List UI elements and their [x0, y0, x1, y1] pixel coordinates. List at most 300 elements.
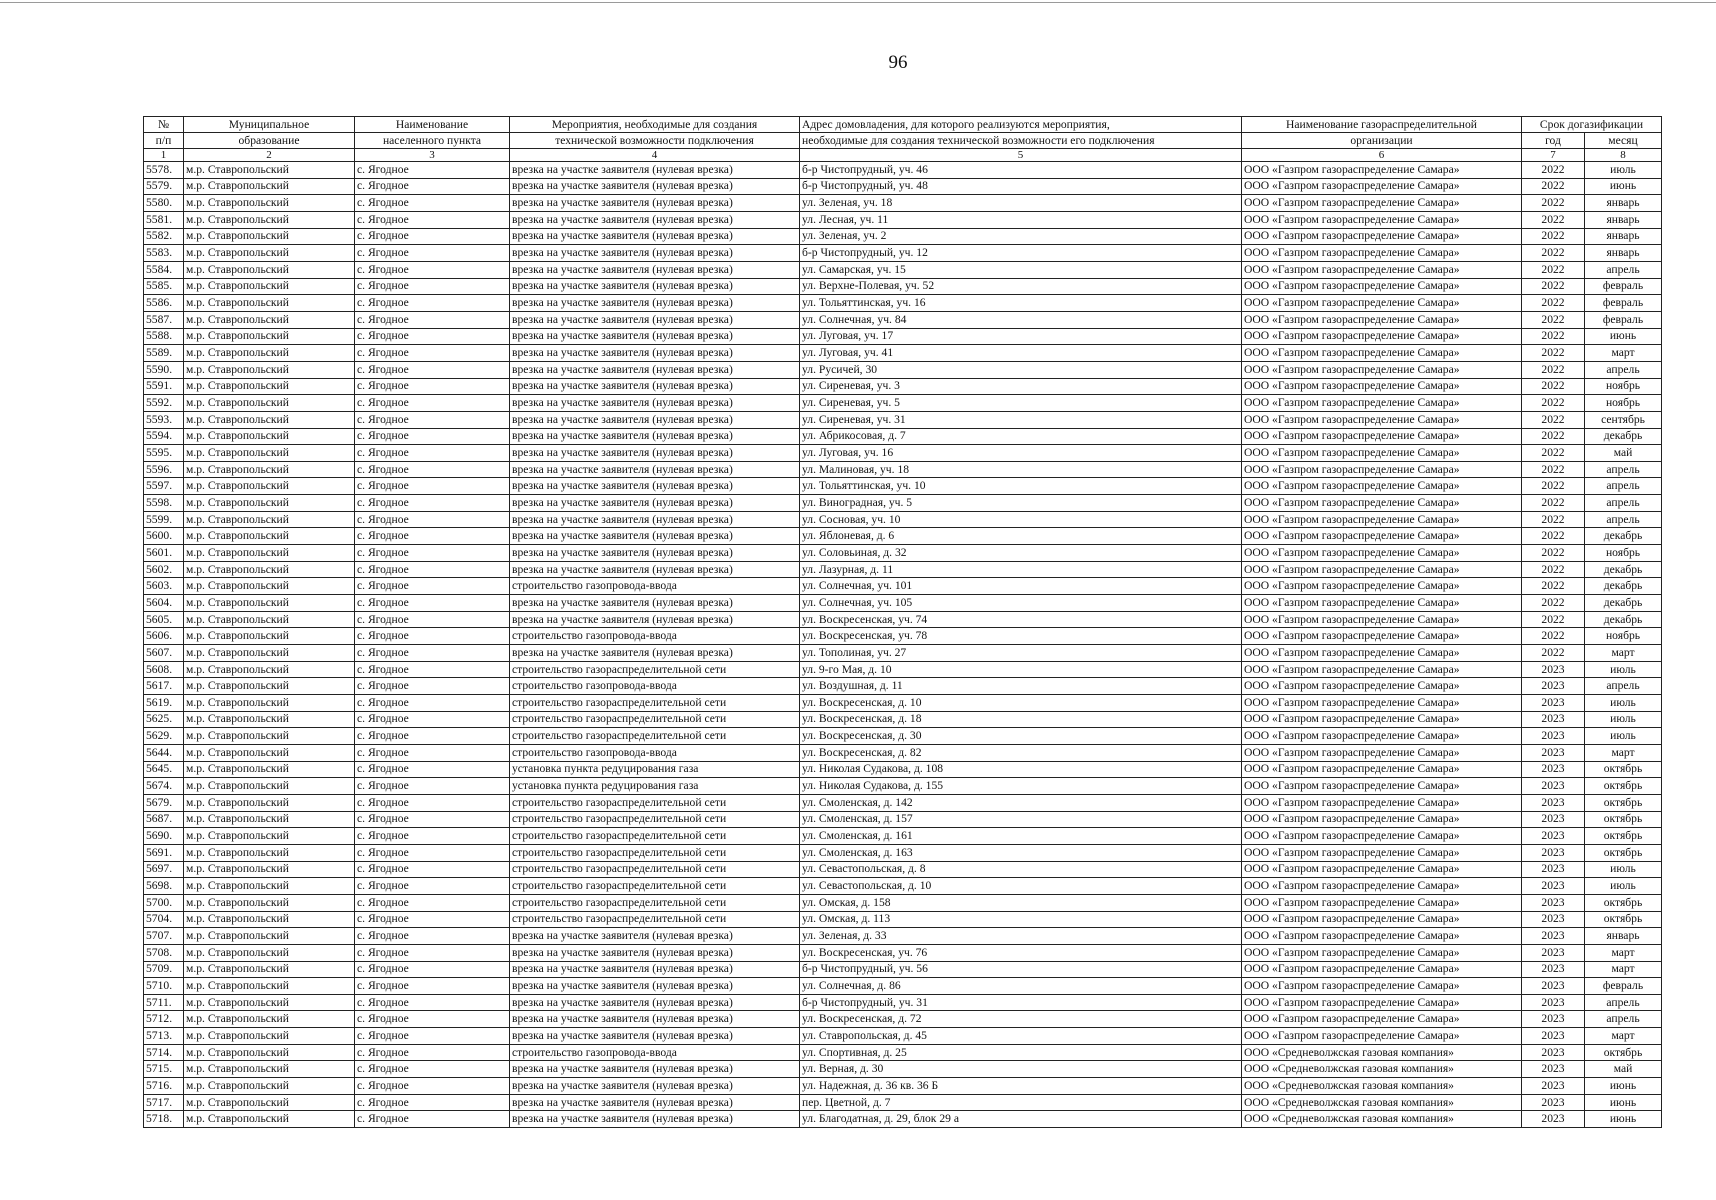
year-cell: 2023 [1522, 928, 1585, 945]
month-cell: май [1585, 1061, 1662, 1078]
month-cell: март [1585, 944, 1662, 961]
row-number: 5584. [144, 261, 184, 278]
month-cell: октябрь [1585, 911, 1662, 928]
municipality-cell: м.р. Ставропольский [184, 1061, 355, 1078]
measure-cell: врезка на участке заявителя (нулевая врезка) [510, 245, 800, 262]
address-cell: ул. Виноградная, уч. 5 [800, 495, 1242, 512]
settlement-cell: с. Ягодное [355, 561, 510, 578]
row-number: 5595. [144, 445, 184, 462]
settlement-cell: с. Ягодное [355, 361, 510, 378]
measure-cell: врезка на участке заявителя (нулевая врезка) [510, 1094, 800, 1111]
row-number: 5697. [144, 861, 184, 878]
address-cell: б-р Чистопрудный, уч. 31 [800, 994, 1242, 1011]
row-number: 5718. [144, 1111, 184, 1128]
municipality-cell: м.р. Ставропольский [184, 345, 355, 362]
month-cell: июль [1585, 728, 1662, 745]
table-row [144, 761, 1662, 778]
municipality-cell: м.р. Ставропольский [184, 445, 355, 462]
table-row [144, 1011, 1662, 1028]
month-cell: январь [1585, 228, 1662, 245]
table-row [144, 345, 1662, 362]
header-settlement-line2: населенного пункта [355, 133, 510, 149]
measure-cell: врезка на участке заявителя (нулевая врезка) [510, 328, 800, 345]
year-cell: 2022 [1522, 311, 1585, 328]
organization-cell: ООО «Газпром газораспределение Самара» [1242, 395, 1522, 412]
municipality-cell: м.р. Ставропольский [184, 711, 355, 728]
column-number: 3 [355, 149, 510, 162]
settlement-cell: с. Ягодное [355, 228, 510, 245]
measure-cell: врезка на участке заявителя (нулевая врезка) [510, 278, 800, 295]
table-row [144, 245, 1662, 262]
measure-cell: строительство газораспределительной сети [510, 728, 800, 745]
measure-cell: врезка на участке заявителя (нулевая врезка) [510, 461, 800, 478]
year-cell: 2022 [1522, 211, 1585, 228]
municipality-cell: м.р. Ставропольский [184, 561, 355, 578]
organization-cell: ООО «Газпром газораспределение Самара» [1242, 495, 1522, 512]
settlement-cell: с. Ягодное [355, 695, 510, 712]
municipality-cell: м.р. Ставропольский [184, 944, 355, 961]
table-row [144, 478, 1662, 495]
header-measures-line2: технической возможности подключения [510, 133, 800, 149]
address-cell: ул. Воскресенская, д. 82 [800, 744, 1242, 761]
organization-cell: ООО «Газпром газораспределение Самара» [1242, 211, 1522, 228]
settlement-cell: с. Ягодное [355, 1111, 510, 1128]
month-cell: февраль [1585, 311, 1662, 328]
table-row [144, 794, 1662, 811]
table-row [144, 1044, 1662, 1061]
organization-cell: ООО «Газпром газораспределение Самара» [1242, 162, 1522, 179]
row-number: 5597. [144, 478, 184, 495]
table-row [144, 928, 1662, 945]
month-cell: ноябрь [1585, 395, 1662, 412]
settlement-cell: с. Ягодное [355, 911, 510, 928]
measure-cell: врезка на участке заявителя (нулевая врезка) [510, 1028, 800, 1045]
header-municipality-line2: образование [184, 133, 355, 149]
address-cell: ул. Воскресенская, уч. 74 [800, 611, 1242, 628]
year-cell: 2023 [1522, 661, 1585, 678]
address-cell: ул. Сиреневая, уч. 5 [800, 395, 1242, 412]
table-row [144, 511, 1662, 528]
address-cell: ул. Смоленская, д. 163 [800, 844, 1242, 861]
header-municipality-line1: Муниципальное [184, 117, 355, 133]
settlement-cell: с. Ягодное [355, 428, 510, 445]
municipality-cell: м.р. Ставропольский [184, 195, 355, 212]
year-cell: 2022 [1522, 461, 1585, 478]
municipality-cell: м.р. Ставропольский [184, 528, 355, 545]
organization-cell: ООО «Газпром газораспределение Самара» [1242, 328, 1522, 345]
municipality-cell: м.р. Ставропольский [184, 295, 355, 312]
year-cell: 2023 [1522, 794, 1585, 811]
municipality-cell: м.р. Ставропольский [184, 661, 355, 678]
settlement-cell: с. Ягодное [355, 395, 510, 412]
settlement-cell: с. Ягодное [355, 611, 510, 628]
address-cell: ул. Абрикосовая, д. 7 [800, 428, 1242, 445]
month-cell: декабрь [1585, 428, 1662, 445]
settlement-cell: с. Ягодное [355, 761, 510, 778]
measure-cell: врезка на участке заявителя (нулевая врезка) [510, 528, 800, 545]
municipality-cell: м.р. Ставропольский [184, 1094, 355, 1111]
year-cell: 2022 [1522, 445, 1585, 462]
year-cell: 2022 [1522, 611, 1585, 628]
month-cell: март [1585, 744, 1662, 761]
organization-cell: ООО «Газпром газораспределение Самара» [1242, 628, 1522, 645]
year-cell: 2022 [1522, 428, 1585, 445]
settlement-cell: с. Ягодное [355, 461, 510, 478]
year-cell: 2023 [1522, 744, 1585, 761]
measure-cell: строительство газораспределительной сети [510, 861, 800, 878]
table-row [144, 1028, 1662, 1045]
settlement-cell: с. Ягодное [355, 811, 510, 828]
column-number: 2 [184, 149, 355, 162]
address-cell: ул. Яблоневая, д. 6 [800, 528, 1242, 545]
year-cell: 2022 [1522, 178, 1585, 195]
municipality-cell: м.р. Ставропольский [184, 861, 355, 878]
address-cell: ул. Спортивная, д. 25 [800, 1044, 1242, 1061]
table-row [144, 844, 1662, 861]
organization-cell: ООО «Газпром газораспределение Самара» [1242, 278, 1522, 295]
month-cell: ноябрь [1585, 628, 1662, 645]
measure-cell: строительство газораспределительной сети [510, 878, 800, 895]
measure-cell: установка пункта редуцирования газа [510, 778, 800, 795]
municipality-cell: м.р. Ставропольский [184, 511, 355, 528]
organization-cell: ООО «Газпром газораспределение Самара» [1242, 928, 1522, 945]
measure-cell: врезка на участке заявителя (нулевая врезка) [510, 944, 800, 961]
year-cell: 2023 [1522, 728, 1585, 745]
settlement-cell: с. Ягодное [355, 195, 510, 212]
measure-cell: врезка на участке заявителя (нулевая врезка) [510, 511, 800, 528]
organization-cell: ООО «Газпром газораспределение Самара» [1242, 678, 1522, 695]
year-cell: 2023 [1522, 1078, 1585, 1095]
row-number: 5596. [144, 461, 184, 478]
address-cell: ул. 9-го Мая, д. 10 [800, 661, 1242, 678]
row-number: 5582. [144, 228, 184, 245]
month-cell: ноябрь [1585, 545, 1662, 562]
month-cell: октябрь [1585, 1044, 1662, 1061]
year-cell: 2023 [1522, 678, 1585, 695]
organization-cell: ООО «Газпром газораспределение Самара» [1242, 578, 1522, 595]
row-number: 5578. [144, 162, 184, 179]
address-cell: ул. Соловьиная, д. 32 [800, 545, 1242, 562]
row-number: 5600. [144, 528, 184, 545]
settlement-cell: с. Ягодное [355, 1028, 510, 1045]
address-cell: б-р Чистопрудный, уч. 48 [800, 178, 1242, 195]
municipality-cell: м.р. Ставропольский [184, 328, 355, 345]
measure-cell: строительство газораспределительной сети [510, 911, 800, 928]
municipality-cell: м.р. Ставропольский [184, 1044, 355, 1061]
organization-cell: ООО «Газпром газораспределение Самара» [1242, 695, 1522, 712]
month-cell: февраль [1585, 278, 1662, 295]
year-cell: 2022 [1522, 345, 1585, 362]
month-cell: апрель [1585, 461, 1662, 478]
measure-cell: врезка на участке заявителя (нулевая врезка) [510, 295, 800, 312]
municipality-cell: м.р. Ставропольский [184, 378, 355, 395]
row-number: 5593. [144, 411, 184, 428]
address-cell: пер. Цветной, д. 7 [800, 1094, 1242, 1111]
organization-cell: ООО «Газпром газораспределение Самара» [1242, 661, 1522, 678]
year-cell: 2022 [1522, 395, 1585, 412]
table-row [144, 911, 1662, 928]
address-cell: б-р Чистопрудный, уч. 12 [800, 245, 1242, 262]
measure-cell: врезка на участке заявителя (нулевая врезка) [510, 978, 800, 995]
address-cell: ул. Севастопольская, д. 8 [800, 861, 1242, 878]
address-cell: ул. Омская, д. 158 [800, 894, 1242, 911]
measure-cell: врезка на участке заявителя (нулевая врезка) [510, 311, 800, 328]
organization-cell: ООО «Газпром газораспределение Самара» [1242, 445, 1522, 462]
settlement-cell: с. Ягодное [355, 245, 510, 262]
month-cell: декабрь [1585, 578, 1662, 595]
settlement-cell: с. Ягодное [355, 345, 510, 362]
table-row [144, 645, 1662, 662]
table-row [144, 295, 1662, 312]
measure-cell: врезка на участке заявителя (нулевая врезка) [510, 428, 800, 445]
address-cell: ул. Сиреневая, уч. 31 [800, 411, 1242, 428]
address-cell: ул. Сиреневая, уч. 3 [800, 378, 1242, 395]
address-cell: ул. Омская, д. 113 [800, 911, 1242, 928]
organization-cell: ООО «Газпром газораспределение Самара» [1242, 245, 1522, 262]
address-cell: ул. Тольяттинская, уч. 16 [800, 295, 1242, 312]
month-cell: февраль [1585, 978, 1662, 995]
measure-cell: врезка на участке заявителя (нулевая врезка) [510, 178, 800, 195]
month-cell: июнь [1585, 328, 1662, 345]
organization-cell: ООО «Газпром газораспределение Самара» [1242, 295, 1522, 312]
row-number: 5607. [144, 645, 184, 662]
settlement-cell: с. Ягодное [355, 378, 510, 395]
organization-cell: ООО «Газпром газораспределение Самара» [1242, 611, 1522, 628]
table-row [144, 361, 1662, 378]
table-row [144, 178, 1662, 195]
row-number: 5581. [144, 211, 184, 228]
month-cell: октябрь [1585, 894, 1662, 911]
address-cell: ул. Воскресенская, д. 72 [800, 1011, 1242, 1028]
settlement-cell: с. Ягодное [355, 1078, 510, 1095]
table-row [144, 978, 1662, 995]
page-number: 96 [888, 52, 908, 73]
organization-cell: ООО «Газпром газораспределение Самара» [1242, 1011, 1522, 1028]
settlement-cell: с. Ягодное [355, 894, 510, 911]
address-cell: ул. Зеленая, уч. 2 [800, 228, 1242, 245]
year-cell: 2023 [1522, 711, 1585, 728]
table-row [144, 1094, 1662, 1111]
measure-cell: врезка на участке заявителя (нулевая врезка) [510, 195, 800, 212]
table-row [144, 611, 1662, 628]
month-cell: октябрь [1585, 811, 1662, 828]
month-cell: октябрь [1585, 778, 1662, 795]
measure-cell: врезка на участке заявителя (нулевая врезка) [510, 545, 800, 562]
year-cell: 2023 [1522, 1111, 1585, 1128]
month-cell: сентябрь [1585, 411, 1662, 428]
organization-cell: ООО «Газпром газораспределение Самара» [1242, 478, 1522, 495]
measure-cell: строительство газораспределительной сети [510, 711, 800, 728]
organization-cell: ООО «Газпром газораспределение Самара» [1242, 228, 1522, 245]
row-number: 5606. [144, 628, 184, 645]
year-cell: 2022 [1522, 595, 1585, 612]
organization-cell: ООО «Газпром газораспределение Самара» [1242, 428, 1522, 445]
settlement-cell: с. Ягодное [355, 978, 510, 995]
municipality-cell: м.р. Ставропольский [184, 645, 355, 662]
municipality-cell: м.р. Ставропольский [184, 228, 355, 245]
measure-cell: строительство газораспределительной сети [510, 661, 800, 678]
header-address-line1: Адрес домовладения, для которого реализуются мероприятия, [800, 117, 1242, 133]
settlement-cell: с. Ягодное [355, 778, 510, 795]
month-cell: июнь [1585, 1094, 1662, 1111]
measure-cell: строительство газораспределительной сети [510, 695, 800, 712]
address-cell: ул. Надежная, д. 36 кв. 36 Б [800, 1078, 1242, 1095]
year-cell: 2023 [1522, 861, 1585, 878]
row-number: 5629. [144, 728, 184, 745]
month-cell: март [1585, 1028, 1662, 1045]
month-cell: июль [1585, 878, 1662, 895]
row-number: 5645. [144, 761, 184, 778]
column-number: 7 [1522, 149, 1585, 162]
settlement-cell: с. Ягодное [355, 844, 510, 861]
row-number: 5690. [144, 828, 184, 845]
municipality-cell: м.р. Ставропольский [184, 211, 355, 228]
address-cell: ул. Луговая, уч. 17 [800, 328, 1242, 345]
settlement-cell: с. Ягодное [355, 162, 510, 179]
measure-cell: врезка на участке заявителя (нулевая врезка) [510, 1061, 800, 1078]
address-cell: ул. Солнечная, уч. 101 [800, 578, 1242, 595]
organization-cell: ООО «Средневолжская газовая компания» [1242, 1094, 1522, 1111]
municipality-cell: м.р. Ставропольский [184, 628, 355, 645]
row-number: 5591. [144, 378, 184, 395]
table-row [144, 861, 1662, 878]
address-cell: б-р Чистопрудный, уч. 56 [800, 961, 1242, 978]
table-row [144, 162, 1662, 179]
address-cell: ул. Смоленская, д. 142 [800, 794, 1242, 811]
header-measures-line1: Мероприятия, необходимые для создания [510, 117, 800, 133]
year-cell: 2022 [1522, 411, 1585, 428]
measure-cell: врезка на участке заявителя (нулевая врезка) [510, 928, 800, 945]
table-row [144, 211, 1662, 228]
year-cell: 2022 [1522, 295, 1585, 312]
measure-cell: врезка на участке заявителя (нулевая врезка) [510, 211, 800, 228]
address-cell: ул. Благодатная, д. 29, блок 29 а [800, 1111, 1242, 1128]
table-row [144, 1111, 1662, 1128]
measure-cell: установка пункта редуцирования газа [510, 761, 800, 778]
table-row [144, 228, 1662, 245]
organization-cell: ООО «Газпром газораспределение Самара» [1242, 178, 1522, 195]
settlement-cell: с. Ягодное [355, 828, 510, 845]
measure-cell: врезка на участке заявителя (нулевая врезка) [510, 1078, 800, 1095]
address-cell: ул. Солнечная, уч. 105 [800, 595, 1242, 612]
column-number: 8 [1585, 149, 1662, 162]
municipality-cell: м.р. Ставропольский [184, 828, 355, 845]
address-cell: ул. Смоленская, д. 161 [800, 828, 1242, 845]
header-no-line1: № [144, 117, 184, 133]
table-row [144, 278, 1662, 295]
settlement-cell: с. Ягодное [355, 1061, 510, 1078]
row-number: 5598. [144, 495, 184, 512]
settlement-cell: с. Ягодное [355, 495, 510, 512]
table-row [144, 1078, 1662, 1095]
municipality-cell: м.р. Ставропольский [184, 1011, 355, 1028]
row-number: 5704. [144, 911, 184, 928]
header-year: год [1522, 133, 1585, 149]
row-number: 5583. [144, 245, 184, 262]
municipality-cell: м.р. Ставропольский [184, 178, 355, 195]
settlement-cell: с. Ягодное [355, 1094, 510, 1111]
settlement-cell: с. Ягодное [355, 794, 510, 811]
row-number: 5619. [144, 695, 184, 712]
year-cell: 2022 [1522, 361, 1585, 378]
settlement-cell: с. Ягодное [355, 328, 510, 345]
year-cell: 2022 [1522, 261, 1585, 278]
organization-cell: ООО «Газпром газораспределение Самара» [1242, 828, 1522, 845]
address-cell: ул. Зеленая, уч. 18 [800, 195, 1242, 212]
settlement-cell: с. Ягодное [355, 211, 510, 228]
settlement-cell: с. Ягодное [355, 678, 510, 695]
organization-cell: ООО «Газпром газораспределение Самара» [1242, 811, 1522, 828]
measure-cell: врезка на участке заявителя (нулевая врезка) [510, 162, 800, 179]
address-cell: ул. Солнечная, уч. 84 [800, 311, 1242, 328]
year-cell: 2022 [1522, 511, 1585, 528]
address-cell: ул. Малиновая, уч. 18 [800, 461, 1242, 478]
organization-cell: ООО «Газпром газораспределение Самара» [1242, 461, 1522, 478]
month-cell: январь [1585, 195, 1662, 212]
row-number: 5708. [144, 944, 184, 961]
settlement-cell: с. Ягодное [355, 711, 510, 728]
settlement-cell: с. Ягодное [355, 1044, 510, 1061]
organization-cell: ООО «Газпром газораспределение Самара» [1242, 528, 1522, 545]
row-number: 5592. [144, 395, 184, 412]
year-cell: 2023 [1522, 811, 1585, 828]
year-cell: 2022 [1522, 328, 1585, 345]
year-cell: 2022 [1522, 495, 1585, 512]
month-cell: июнь [1585, 178, 1662, 195]
organization-cell: ООО «Газпром газораспределение Самара» [1242, 645, 1522, 662]
organization-cell: ООО «Газпром газораспределение Самара» [1242, 261, 1522, 278]
organization-cell: ООО «Газпром газораспределение Самара» [1242, 1028, 1522, 1045]
settlement-cell: с. Ягодное [355, 478, 510, 495]
year-cell: 2022 [1522, 195, 1585, 212]
table-row [144, 695, 1662, 712]
table-row [144, 744, 1662, 761]
organization-cell: ООО «Газпром газораспределение Самара» [1242, 311, 1522, 328]
measure-cell: строительство газораспределительной сети [510, 828, 800, 845]
measure-cell: врезка на участке заявителя (нулевая врезка) [510, 228, 800, 245]
municipality-cell: м.р. Ставропольский [184, 728, 355, 745]
settlement-cell: с. Ягодное [355, 295, 510, 312]
month-cell: апрель [1585, 678, 1662, 695]
month-cell: апрель [1585, 994, 1662, 1011]
year-cell: 2022 [1522, 628, 1585, 645]
address-cell: ул. Солнечная, д. 86 [800, 978, 1242, 995]
municipality-cell: м.р. Ставропольский [184, 1111, 355, 1128]
row-number: 5603. [144, 578, 184, 595]
month-cell: июль [1585, 711, 1662, 728]
municipality-cell: м.р. Ставропольский [184, 545, 355, 562]
settlement-cell: с. Ягодное [355, 445, 510, 462]
measure-cell: врезка на участке заявителя (нулевая врезка) [510, 478, 800, 495]
measure-cell: врезка на участке заявителя (нулевая врезка) [510, 561, 800, 578]
table-row [144, 728, 1662, 745]
row-number: 5579. [144, 178, 184, 195]
table-row [144, 395, 1662, 412]
settlement-cell: с. Ягодное [355, 744, 510, 761]
measure-cell: врезка на участке заявителя (нулевая врезка) [510, 1011, 800, 1028]
measure-cell: врезка на участке заявителя (нулевая врезка) [510, 261, 800, 278]
municipality-cell: м.р. Ставропольский [184, 744, 355, 761]
measure-cell: строительство газопровода-ввода [510, 744, 800, 761]
row-number: 5712. [144, 1011, 184, 1028]
year-cell: 2023 [1522, 894, 1585, 911]
table-row [144, 595, 1662, 612]
address-cell: ул. Ставропольская, д. 45 [800, 1028, 1242, 1045]
municipality-cell: м.р. Ставропольский [184, 928, 355, 945]
settlement-cell: с. Ягодное [355, 661, 510, 678]
header-org-line2: организации [1242, 133, 1522, 149]
month-cell: февраль [1585, 295, 1662, 312]
